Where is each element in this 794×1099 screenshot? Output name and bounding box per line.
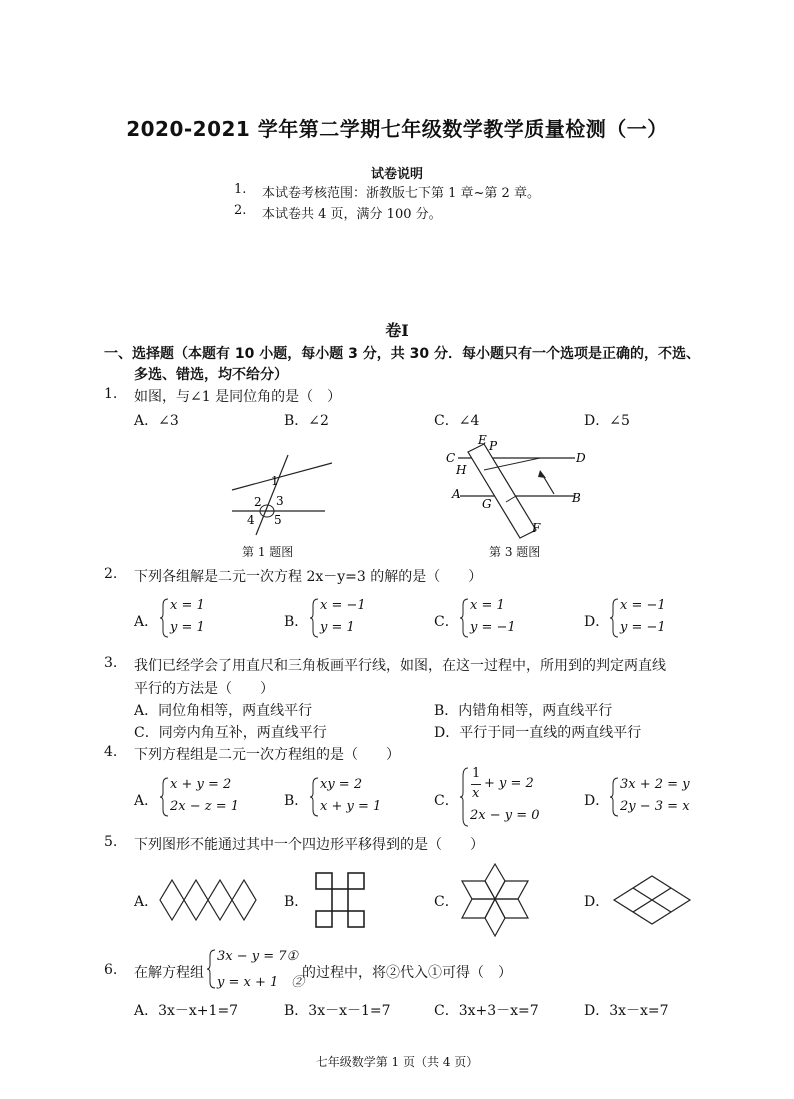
option-c: C． [434,614,459,630]
option-b: B． [284,793,309,809]
option-b: B．∠2 [284,413,329,429]
point-label: C [446,451,456,465]
equation-system: x = 1 y = −1 [460,597,520,639]
option-a: A． [134,894,159,910]
figure-caption: 第 1 题图 [242,545,294,559]
question-stem: 下列方程组是二元一次方程组的是（ ） [134,747,400,763]
figure-option-d [610,874,694,926]
figure-option-b [312,871,372,931]
option-d: D． [584,793,610,809]
equation-system: x = −1 y = −1 [610,597,670,639]
option-a: A．∠3 [134,413,179,429]
page-title: 2020-2021 学年第二学期七年级数学教学质量检测（一） [126,117,668,141]
option-a: A．3x－x+1=7 [134,1003,239,1019]
question-number: 4. [104,744,118,760]
question-stem: 如图，与∠1 是同位角的是（ ） [134,389,342,405]
option-c: C． [434,894,459,910]
question-stem: 在解方程组 [134,965,204,981]
question-stem-cont: 平行的方法是（ ） [134,681,274,697]
point-label: G [482,497,492,511]
option-d: D．3x－x=7 [584,1003,669,1019]
equation-system: x + y = 2 2x − z = 1 [160,776,250,818]
question-stem: 我们已经学会了用直尺和三角板画平行线，如图，在这一过程中，所用到的判定两直线 [134,658,666,674]
page-footer: 七年级数学第 1 页（共 4 页） [315,1055,479,1069]
question-stem-cont: 的过程中，将②代入①可得（ ） [302,965,512,981]
question-stem: 下列图形不能通过其中一个四边形平移得到的是（ ） [134,837,484,853]
figure-q3 [440,430,600,540]
question-number: 1. [104,386,118,402]
equation-system: 3x − y = 7① y = x + 1 ② [207,948,307,990]
question-number: 2. [104,566,118,582]
option-c: C．∠4 [434,413,480,429]
question-number: 3. [104,655,118,671]
option-c: C． [434,793,459,809]
option-d: D．平行于同一直线的两直线平行 [434,725,642,741]
option-c: C．3x+3－x=7 [434,1003,539,1019]
angle-label: 2 [254,495,262,509]
instruction-text: 本试卷共 4 页，满分 100 分。 [262,207,442,222]
instruction-text: 本试卷考核范围：浙教版七下第 1 章~第 2 章。 [262,186,540,201]
option-d: D． [584,894,610,910]
volume-label: 卷Ⅰ [385,321,409,340]
figure-q1 [222,445,337,540]
option-b: B． [284,894,309,910]
angle-label: 4 [247,513,255,527]
figure-caption: 第 3 题图 [489,545,541,559]
option-d: D． [584,614,610,630]
point-label: B [572,491,581,505]
question-number: 5. [104,834,118,850]
question-number: 6. [104,962,118,978]
point-label: P [489,439,498,453]
option-c: C．同旁内角互补，两直线平行 [134,725,327,741]
equation-system: 1 + y = 2 x 2x − y = 0 [460,766,550,828]
option-a: A． [134,793,159,809]
instructions-heading: 试卷说明 [370,167,423,182]
equation-system: xy = 2 x + y = 1 [310,776,390,818]
point-label: A [452,487,461,501]
point-label: D [576,451,586,465]
instruction-number: 2. [234,203,247,218]
angle-label: 3 [276,494,284,508]
equation-system: x = −1 y = 1 [310,597,370,639]
section-heading: 一、选择题（本题有 10 小题，每小题 3 分，共 30 分．每小题只有一个选项是正确的，不选、 [104,346,700,362]
point-label: F [532,521,541,535]
option-b: B． [284,614,309,630]
angle-label: 5 [274,513,282,527]
figure-option-c [458,862,532,938]
option-b: B．内错角相等，两直线平行 [434,703,613,719]
section-heading-cont: 多选、错选，均不给分） [134,367,288,383]
figure-option-a [158,876,268,924]
angle-label: 1 [271,474,279,488]
option-d: D．∠5 [584,413,630,429]
instruction-number: 1. [234,182,247,197]
equation-system: 3x + 2 = y 2y − 3 = x [610,776,700,818]
point-label: H [456,463,467,477]
option-a: A． [134,614,159,630]
question-stem: 下列各组解是二元一次方程 2x－y=3 的解的是（ ） [134,569,483,585]
equation-system: x = 1 y = 1 [160,597,220,639]
option-b: B．3x－x－1=7 [284,1003,391,1019]
point-label: E [478,433,487,447]
option-a: A．同位角相等，两直线平行 [134,703,313,719]
